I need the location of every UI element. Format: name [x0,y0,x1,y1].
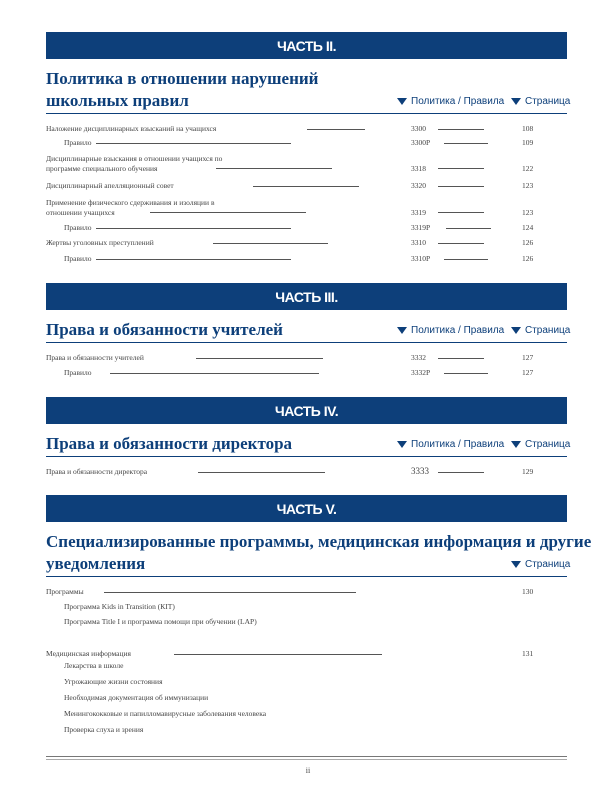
list-item[interactable]: Лекарства в школе [64,661,124,670]
section-divider [46,113,567,114]
page-column-header: Страница [511,96,570,107]
leader-line [446,228,491,229]
policy-column-header: Политика / Правила [397,96,504,107]
part-ii-title-line2: школьных правил [46,91,189,110]
part-v-title-line1: Специализированные программы, медицинская информация и другие [46,532,592,551]
section-divider [46,342,567,343]
leader-line [438,129,484,130]
section-divider [46,576,567,577]
leader-line [96,228,291,229]
part-ii-banner: ЧАСТЬ II. [46,32,567,59]
leader-line [96,259,291,260]
list-item[interactable]: Программа Kids in Transition (КІТ) [64,602,175,611]
list-item[interactable]: Менингококковые и папилломавирусные заболевания человека [64,709,267,718]
triangle-down-icon [511,441,521,448]
triangle-down-icon [511,98,521,105]
leader-line [150,212,306,213]
leader-line [438,472,484,473]
part-v-title [46,531,591,575]
leader-line [198,472,325,473]
page-number: ii [305,766,311,775]
leader-line [444,259,488,260]
leader-line [213,243,328,244]
triangle-down-icon [511,561,521,568]
leader-line [110,373,319,374]
leader-line [96,143,291,144]
footer-divider [46,756,567,757]
leader-line [444,143,488,144]
list-item[interactable]: Программа Title I и программа помощи при обучении (LAP) [64,617,257,626]
policy-column-header: Политика / Правила [397,325,504,336]
part-iii-title: Права и обязанности учителей [46,320,283,339]
list-item[interactable]: Угрожающие жизни состояния [64,677,163,686]
triangle-down-icon [397,441,407,448]
part-iii-banner: ЧАСТЬ III. [46,283,567,310]
triangle-down-icon [397,98,407,105]
leader-line [438,212,484,213]
part-iv-title: Права и обязанности директора [46,434,293,453]
footer-divider [46,759,567,760]
leader-line [444,373,488,374]
leader-line [196,358,323,359]
leader-line [216,168,332,169]
section-divider [46,456,567,457]
policy-column-header: Политика / Правила [397,439,504,450]
page-column-header: Страница [511,325,570,336]
leader-line [104,592,356,593]
triangle-down-icon [397,327,407,334]
part-ii-title-line1: Политика в отношении нарушений [46,69,319,88]
leader-line [438,168,484,169]
leader-line [307,129,365,130]
page-column-header: Страница [511,439,570,450]
part-iv-banner: ЧАСТЬ IV. [46,397,567,424]
leader-line [253,186,359,187]
list-item[interactable]: Проверка слуха и зрения [64,725,144,734]
triangle-down-icon [511,327,521,334]
leader-line [438,243,484,244]
page-column-header: Страница [511,559,570,570]
list-item[interactable]: Необходимая документация об иммунизации [64,693,209,702]
part-ii-title [46,68,318,112]
part-v-title-line2: уведомления [46,554,146,573]
leader-line [438,358,484,359]
part-v-banner: ЧАСТЬ V. [46,495,567,522]
leader-line [174,654,382,655]
leader-line [438,186,484,187]
